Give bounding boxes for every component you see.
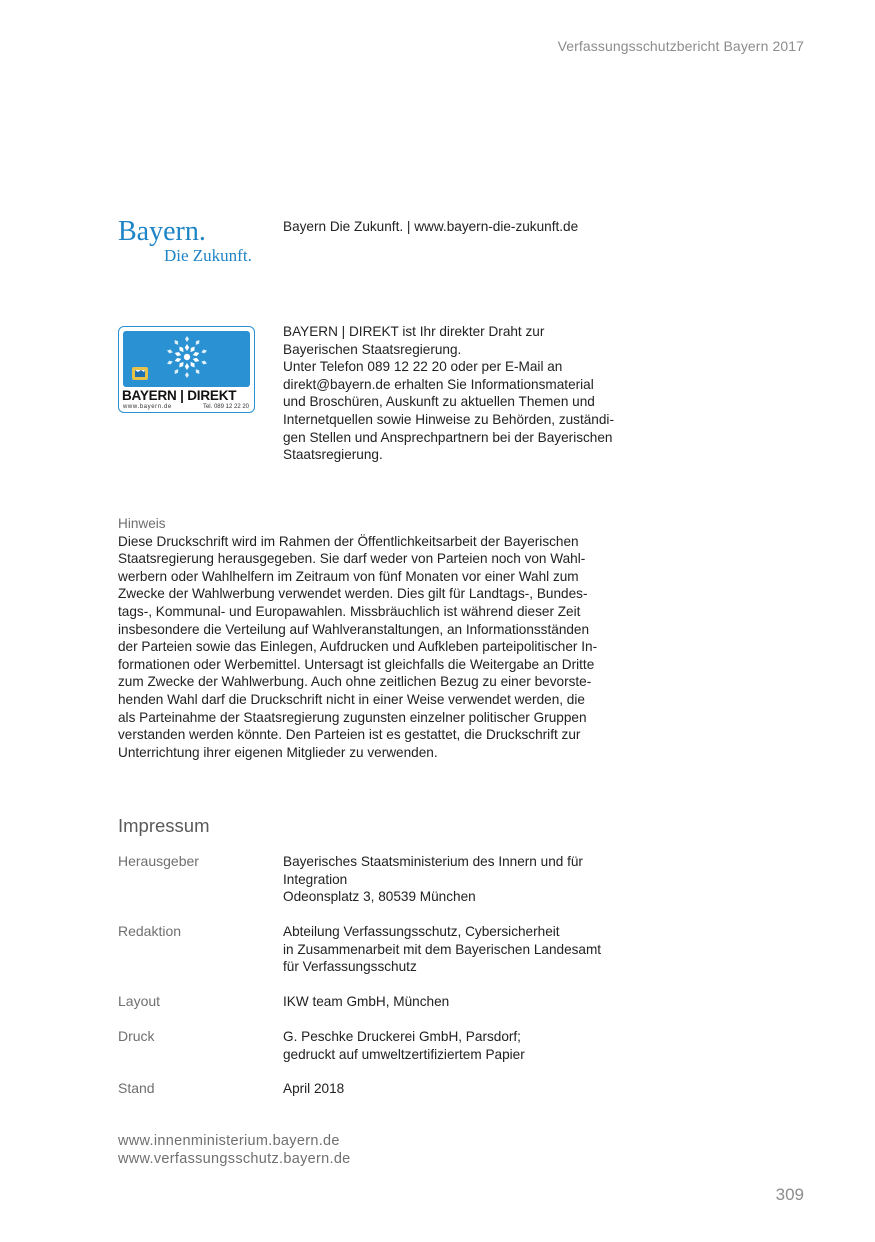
text-line: insbesondere die Verteilung auf Wahlveranstaltungen, an Informationsständen — [118, 621, 590, 637]
text-line: Integration — [283, 871, 348, 887]
text-line: in Zusammenarbeit mit dem Bayerischen Landesamt — [283, 941, 602, 957]
impressum-label: Redaktion — [118, 923, 182, 939]
logo-line-2: Die Zukunft. — [164, 246, 252, 265]
hinweis-section — [118, 515, 658, 761]
text-line: Unterrichtung ihrer eigenen Mitglieder zu verwenden. — [118, 744, 438, 760]
footer-link-verfassungsschutz[interactable]: www.verfassungsschutz.bayern.de — [118, 1150, 351, 1167]
bayern-zukunft-caption: Bayern Die Zukunft. | www.bayern-die-zukunft.de — [283, 219, 579, 234]
page-number: 309 — [775, 1185, 804, 1204]
hinweis-title: Hinweis — [118, 516, 166, 531]
text-line: Unter Telefon 089 12 22 20 oder per E-Mail an — [283, 359, 563, 375]
text-line: April 2018 — [283, 1081, 345, 1096]
text-line: für Verfassungsschutz — [283, 959, 417, 975]
text-line: Internetquellen sowie Hinweise zu Behörden, zuständi- — [283, 411, 614, 427]
text-line: tags-, Kommunal- und Europawahlen. Missbräuchlich ist während dieser Zeit — [118, 603, 581, 619]
impressum-value — [283, 993, 683, 1011]
bayern-direkt-tel: Tel. 089 12 22 20 — [202, 404, 249, 410]
impressum-row-herausgeber — [118, 853, 678, 909]
impressum-value — [283, 923, 683, 976]
impressum-value — [283, 1080, 683, 1098]
impressum-row-layout — [118, 993, 678, 1013]
impressum-row-redaktion — [118, 923, 678, 979]
footer-link-innenministerium[interactable]: www.innenministerium.bayern.de — [118, 1133, 340, 1149]
text-line: Staatsregierung. — [283, 447, 383, 463]
text-line: der Parteien sowie das Einlegen, Aufdrucken und Aufkleben parteipolitischer In- — [118, 639, 598, 655]
text-line: G. Peschke Druckerei GmbH, Parsdorf; — [283, 1029, 521, 1044]
coat-of-arms-icon — [132, 367, 148, 380]
text-line: Staatsregierung herausgegeben. Sie darf weder von Parteien noch von Wahl- — [118, 551, 586, 567]
impressum-row-druck — [118, 1028, 678, 1066]
text-line: Odeonsplatz 3, 80539 München — [283, 889, 476, 905]
text-line: formationen oder Werbemittel. Untersagt ist gleichfalls die Weitergabe an Dritte — [118, 656, 595, 672]
impressum-value — [283, 853, 683, 906]
impressum-label: Stand — [118, 1080, 155, 1096]
text-line: als Parteinahme der Staatsregierung zugunsten einzelner politischer Gruppen — [118, 709, 587, 725]
text-line: Bayerisches Staatsministerium des Innern und für — [283, 854, 583, 869]
impressum-title: Impressum — [118, 815, 210, 836]
impressum-label: Druck — [118, 1028, 155, 1044]
text-line: gedruckt auf umweltzertifiziertem Papier — [283, 1046, 525, 1062]
impressum-label: Herausgeber — [118, 853, 199, 869]
bayern-zukunft-logo — [118, 218, 258, 266]
logo-blue-panel — [123, 331, 250, 387]
text-line: und Broschüren, Auskunft zu aktuellen Themen und — [283, 394, 595, 410]
text-line: Diese Druckschrift wird im Rahmen der Öffentlichkeitsarbeit der Bayerischen — [118, 533, 579, 549]
bayern-direkt-logo — [118, 326, 255, 413]
text-line: verstanden werden könnte. Den Parteien ist es gestattet, die Druckschrift zur — [118, 727, 581, 743]
text-line: direkt@bayern.de erhalten Sie Informationsmaterial — [283, 376, 594, 392]
bayern-direkt-wordmark: BAYERN | DIREKT — [122, 388, 237, 403]
text-line: gen Stellen und Ansprechpartnern bei der Bayerischen — [283, 429, 613, 445]
impressum-row-stand — [118, 1080, 678, 1100]
text-line: Bayerischen Staatsregierung. — [283, 341, 462, 357]
text-line: BAYERN | DIREKT ist Ihr direkter Draht zur — [283, 324, 545, 339]
bayern-direkt-description — [283, 323, 663, 464]
text-line: werbern oder Wahlhelfern im Zeitraum von fünf Monaten vor einer Wahl zum — [118, 568, 579, 584]
text-line: zum Zwecke der Wahlwerbung. Auch ohne zeitlichen Bezug zu einer bevorste- — [118, 674, 592, 690]
bayern-direkt-url: www.bayern.de — [123, 404, 172, 410]
footer-links — [118, 1133, 351, 1168]
logo-line-1: Bayern. — [118, 216, 206, 247]
text-line: henden Wahl darf die Druckschrift nicht in einer Weise verwendet werden, die — [118, 691, 585, 707]
diamond-star-icon — [123, 331, 252, 387]
text-line: Zwecke der Wahlwerbung verwendet werden. Dies gilt für Landtags-, Bundes- — [118, 586, 588, 602]
impressum-value — [283, 1028, 683, 1063]
text-line: Abteilung Verfassungsschutz, Cybersicherheit — [283, 924, 560, 939]
text-line: IKW team GmbH, München — [283, 994, 450, 1009]
impressum-label: Layout — [118, 993, 161, 1009]
running-head: Verfassungsschutzbericht Bayern 2017 — [557, 38, 804, 54]
